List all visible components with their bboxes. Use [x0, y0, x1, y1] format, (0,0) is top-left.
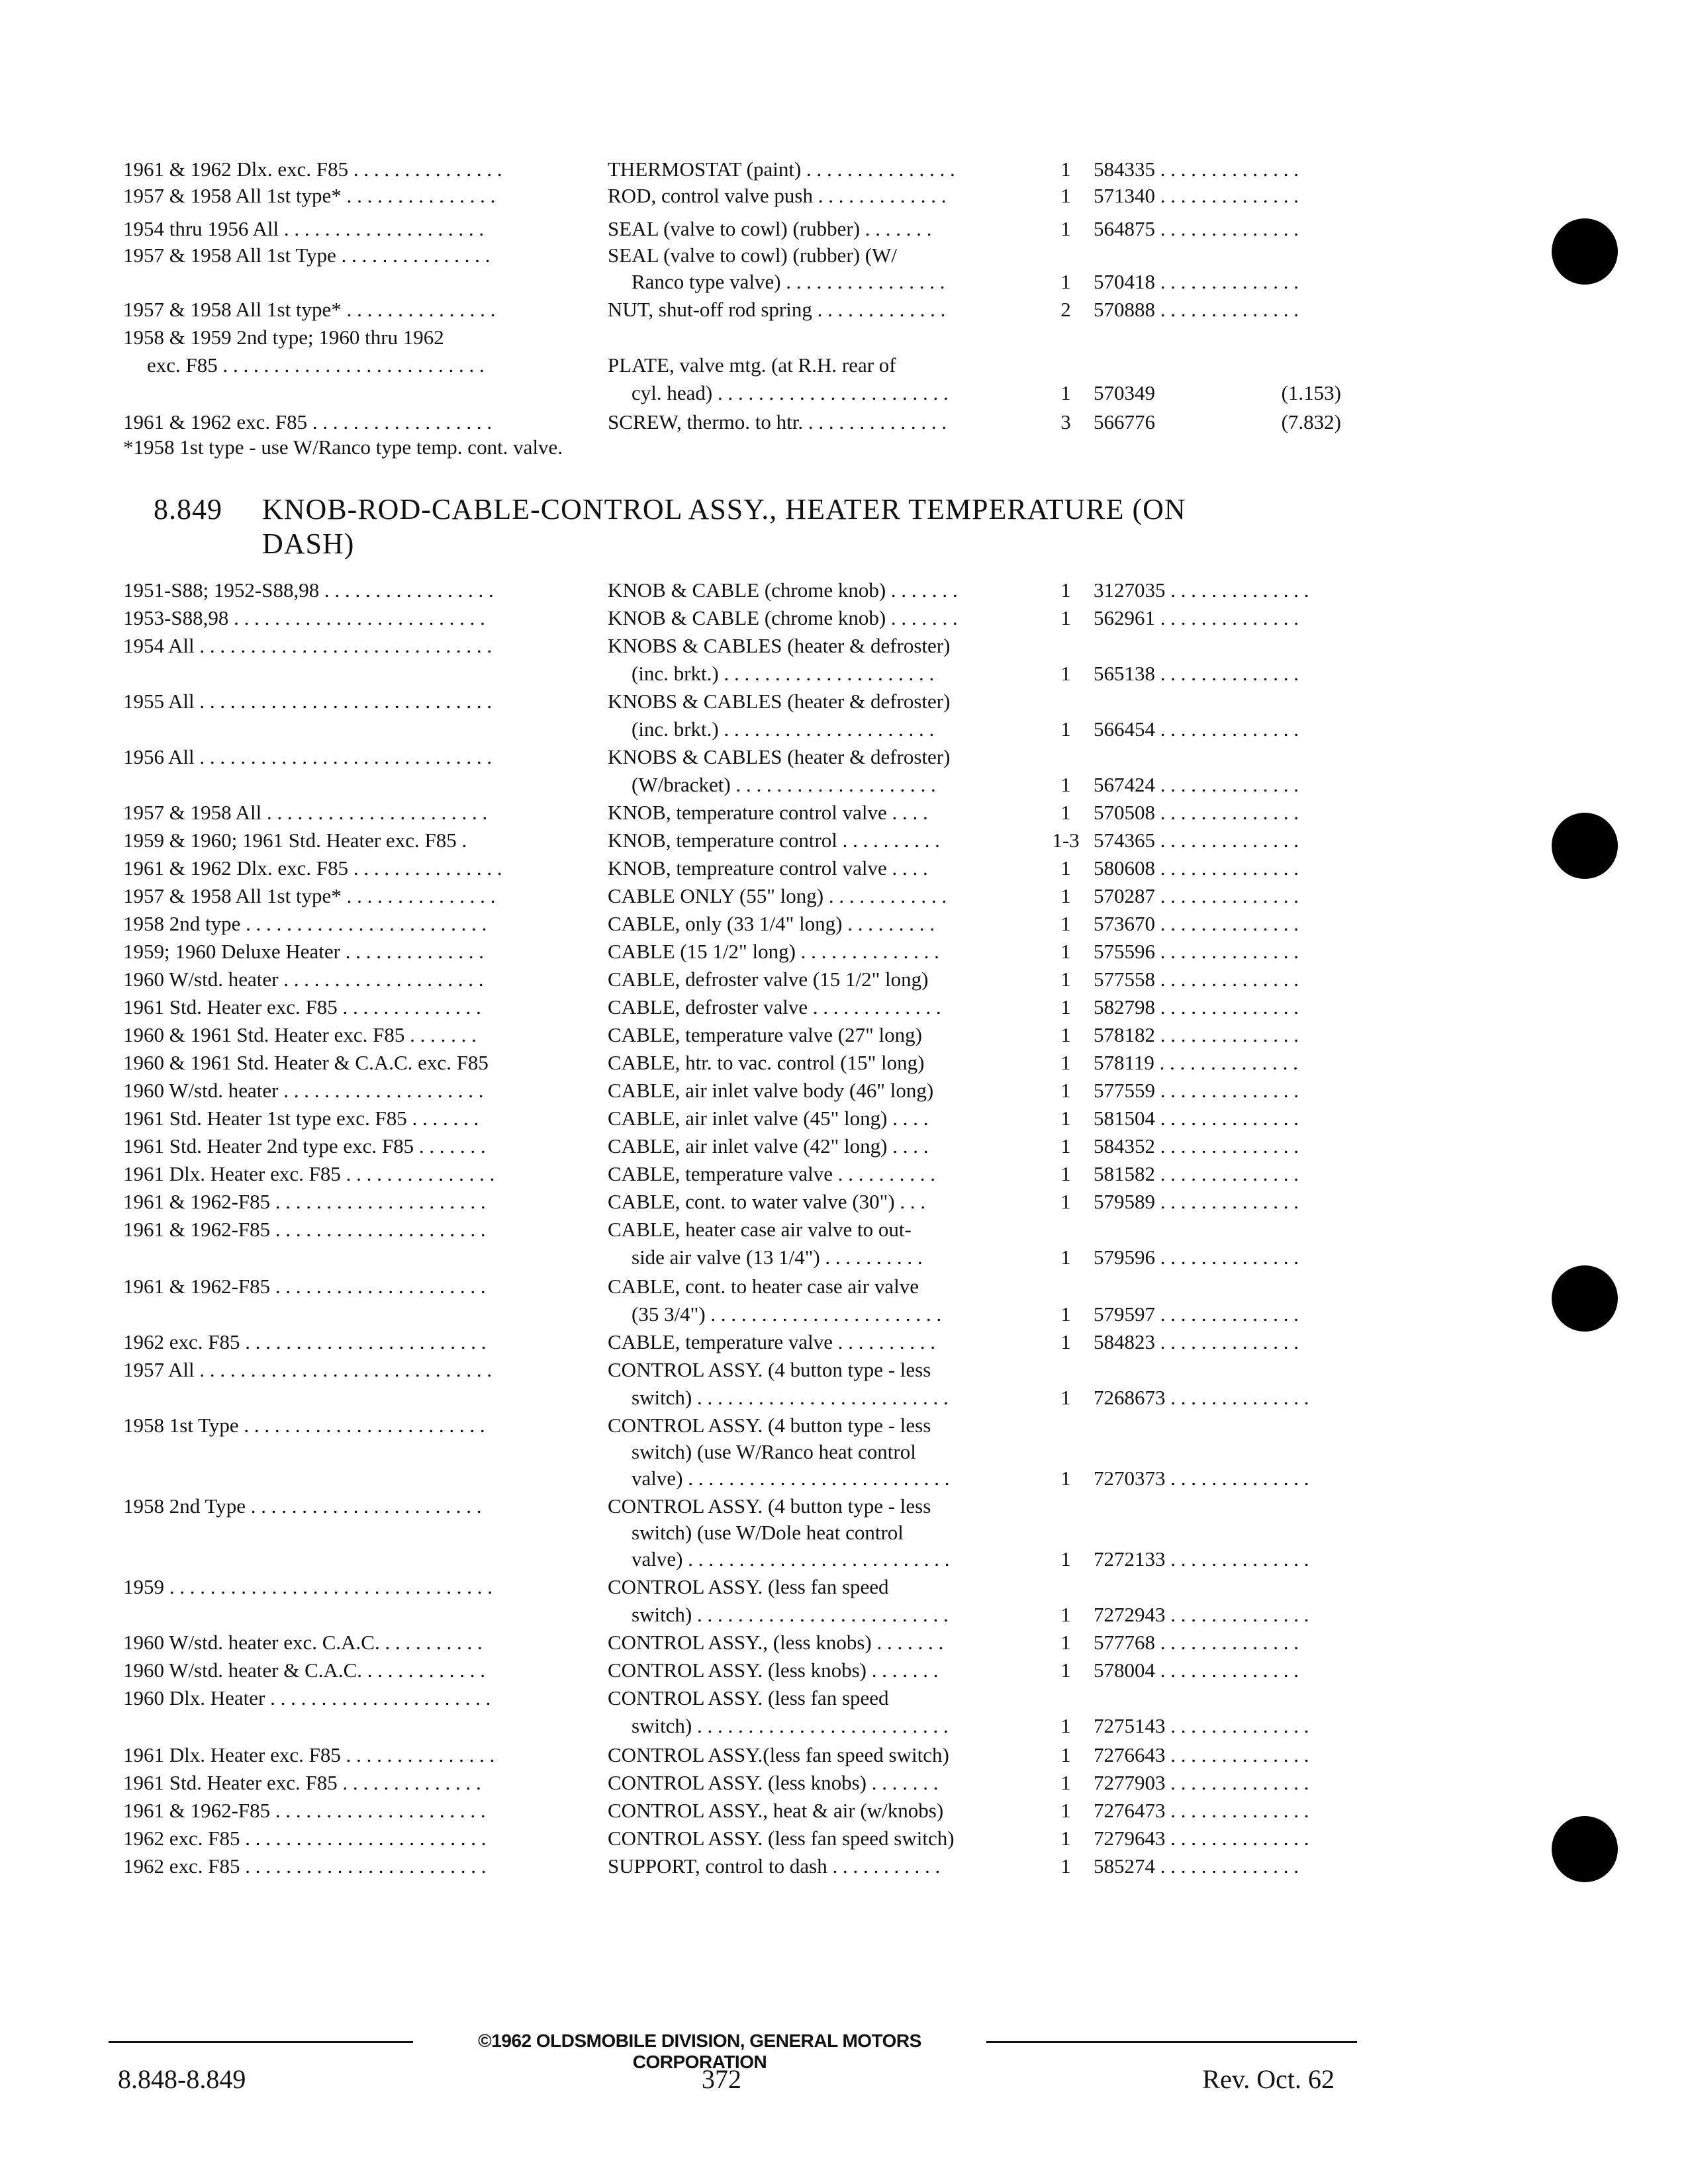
binder-hole-icon: [1552, 813, 1618, 879]
parts-catalog-page: 1961 & 1962 Dlx. exc. F85 . . . . . . . . . . . . . . . THERMOSTAT (paint) . . . . . . . . . . . . . . . 1 584335 . . . . . . . . . . . . . . 1957 & 1958 All 1st type* . . . . . . . . . . . . . . . ROD, control valve push . . . . . . . . . . . . . 1 571340 . . . . . . . . . . . . . . 1954 thru 1956 All . . . . . . . . . . . . . . . . . . . . SEAL (valve to cowl) (rubber) . . . . . . . 1 564875 . . . . . . . . . . . . . . 1957 & 1958 All 1st Type . . . . . . . . . . . . . . . SEAL (valve to cowl) (rubber) (W/ Ranco type valve) . . . . . . . . . . . . . . . . 1 570418 . . . . . . . . . . . . . . 1957 & 1958 All 1st type* . . . . . . . . . . . . . . . NUT, shut-off rod spring . . . . . . . . . . . . . 2 570888 . . . . . . . . . . . . . . 1958 & 1959 2nd type; 1960 thru 1962 exc. F85 . . . . . . . . . . . . . . . . . . . . . . . . . . PLATE, valve mtg. (at R.H. rear of cyl. head) . . . . . . . . . . . . . . . . . . . . . . . 1 570349 (1.153) 1961 & 1962 exc. F85 . . . . . . . . . . . . . . . . . . SCREW, thermo. to htr. . . . . . . . . . . . . . . 3 566776 (7.832) *1958 1st type - use W/Ranco type temp. cont. valve. 8.849 KNOB-ROD-CABLE-CONTROL ASSY., HEATER TEMPERATURE (ON DASH) 1951-S88; 1952-S88,98 . . . . . . . . . . . . . . . . . KNOB & CABLE (chrome knob) . . . . . . . 1 3127035 . . . . . . . . . . . . . . 1953-S88,98 . . . . . . . . . . . . . . . . . . . . . . . . . KNOB & CABLE (chrome knob) . . . . . . . 1 562961 . . . . . . . . . . . . . . 1954 All . . . . . . . . . . . . . . . . . . . . . . . . . . . . . KNOBS & CABLES (heater & defroster) (inc. brkt.) . . . . . . . . . . . . . . . . . . . . . 1 565138 . . . . . . . . . . . . . . 1955 All . . . . . . . . . . . . . . . . . . . . . . . . . . . . . KNOBS & CABLES (heater & defroster) (inc. brkt.) . . . . . . . . . . . . . . . . . . . . . 1 566454 . . . . . . . . . . . . . . 1956 All . . . . . . . . . . . . . . . . . . . . . . . . . . . . . KNOBS & CABLES (heater & defroster) (W/bracket) . . . . . . . . . . . . . . . . . . . . 1 567424 . . . . . . . . . . . . . . 1957 & 1958 All . . . . . . . . . . . . . . . . . . . . . . KNOB, temperature control valve . . . . 1 570508 . . . . . . . . . . . . . . 1959 & 1960; 1961 Std. Heater exc. F85 . KNOB, temperature control . . . . . . . . . . 1-3 574365 . . . . . . . . . . . . . . 1961 & 1962 Dlx. exc. F85 . . . . . . . . . . . . . . . KNOB, tempreature control valve . . . . 1 580608 . . . . . . . . . . . . . . 1957 & 1958 All 1st type* . . . . . . . . . . . . . . . CABLE ONLY (55" long) . . . . . . . . . . . . 1 570287 . . . . . . . . . . . . . . 1958 2nd type . . . . . . . . . . . . . . . . . . . . . . . . CABLE, only (33 1/4" long) . . . . . . . . . 1 573670 . . . . . . . . . . . . . . 1959; 1960 Deluxe Heater . . . . . . . . . . . . . . CABLE (15 1/2" long) . . . . . . . . . . . . . . 1 575596 . . . . . . . . . . . . . . 1960 W/std. heater . . . . . . . . . . . . . . . . . . . . CABLE, defroster valve (15 1/2" long) 1 577558 . . . . . . . . . . . . . . 1961 Std. Heater exc. F85 . . . . . . . . . . . . . . CABLE, defroster valve . . . . . . . . . . . . . 1 582798 . . . . . . . . . . . . . . 1960 & 1961 Std. Heater exc. F85 . . . . . . . CABLE, temperature valve (27" long) 1 578182 . . . . . . . . . . . . . . 1960 & 1961 Std. Heater & C.A.C. exc. F85 CABLE, htr. to vac. control (15" long) 1 578119 . . . . . . . . . . . . . . 1960 W/std. heater . . . . . . . . . . . . . . . . . . . . CABLE, air inlet valve body (46" long) 1 577559 . . . . . . . . . . . . . . 1961 Std. Heater 1st type exc. F85 . . . . . . . CABLE, air inlet valve (45" long) . . . . 1 581504 . . . . . . . . . . . . . . 1961 Std. Heater 2nd type exc. F85 . . . . . . . CABLE, air inlet valve (42" long) . . . . 1 584352 . . . . . . . . . . . . . . 1961 Dlx. Heater exc. F85 . . . . . . . . . . . . . . . CABLE, temperature valve . . . . . . . . . . 1 581582 . . . . . . . . . . . . . . 1961 & 1962-F85 . . . . . . . . . . . . . . . . . . . . . CABLE, cont. to water valve (30") . . . 1 579589 . . . . . . . . . . . . . . 1961 & 1962-F85 . . . . . . . . . . . . . . . . . . . . . CABLE, heater case air valve to out- side air valve (13 1/4") . . . . . . . . . . 1 579596 . . . . . . . . . . . . . . 1961 & 1962-F85 . . . . . . . . . . . . . . . . . . . . . CABLE, cont. to heater case air valve (35 3/4") . . . . . . . . . . . . . . . . . . . . . . . 1 579597 . . . . . . . . . . . . . . 1962 exc. F85 . . . . . . . . . . . . . . . . . . . . . . . . CABLE, temperature valve . . . . . . . . . . 1 584823 . . . . . . . . . . . . . . 1957 All . . . . . . . . . . . . . . . . . . . . . . . . . . . . . CONTROL ASSY. (4 button type - less switch) . . . . . . . . . . . . . . . . . . . . . . . . . 1 7268673 . . . . . . . . . . . . . . 1958 1st Type . . . . . . . . . . . . . . . . . . . . . . . . CONTROL ASSY. (4 button type - less switch) (use W/Ranco heat control valve) . . . . . . . . . . . . . . . . . . . . . . . . . . 1 7270373 . . . . . . . . . . . . . . 1958 2nd Type . . . . . . . . . . . . . . . . . . . . . . . CONTROL ASSY. (4 button type - less switch) (use W/Dole heat control valve) . . . . . . . . . . . . . . . . . . . . . . . . . . 1 7272133 . . . . . . . . . . . . . . 1959 . . . . . . . . . . . . . . . . . . . . . . . . . . . . . . . . CONTROL ASSY. (less fan speed switch) . . . . . . . . . . . . . . . . . . . . . . . . . 1 7272943 . . . . . . . . . . . . . . 1960 W/std. heater exc. C.A.C. . . . . . . . . . . CONTROL ASSY., (less knobs) . . . . . . . 1 577768 . . . . . . . . . . . . . . 1960 W/std. heater & C.A.C. . . . . . . . . . . . . CONTROL ASSY. (less knobs) . . . . . . . 1 578004 . . . . . . . . . . . . . . 1960 Dlx. Heater . . . . . . . . . . . . . . . . . . . . . . CONTROL ASSY. (less fan speed switch) . . . . . . . . . . . . . . . . . . . . . . . . . 1 7275143 . . . . . . . . . . . . . . 1961 Dlx. Heater exc. F85 . . . . . . . . . . . . . . . CONTROL ASSY.(less fan speed switch) 1 7276643 . . . . . . . . . . . . . . 1961 Std. Heater exc. F85 . . . . . . . . . . . . . . CONTROL ASSY. (less knobs) . . . . . . . 1 7277903 . . . . . . . . . . . . . . 1961 & 1962-F85 . . . . . . . . . . . . . . . . . . . . . CONTROL ASSY., heat & air (w/knobs) 1 7276473 . . . . . . . . . . . . . . 1962 exc. F85 . . . . . . . . . . . . . . . . . . . . . . . . CONTROL ASSY. (less fan speed switch) 1 7279643 . . . . . . . . . . . . . . 1962 exc. F85 . . . . . . . . . . . . . . . . . . . . . . . . SUPPORT, control to dash . . . . . . . . . . . 1 585274 . . . . . . . . . . . . . . ©1962 OLDSMOBILE DIVISION, GENERAL MOTORS CORPORATION 8.848-8.849 372 Rev. Oct. 62: [0, 0, 1688, 2184]
section-title-continued: DASH): [262, 527, 355, 560]
binder-hole-icon: [1552, 1816, 1618, 1882]
section-title: KNOB-ROD-CABLE-CONTROL ASSY., HEATER TEMPERATURE (ON: [262, 493, 1186, 525]
binder-hole-icon: [1552, 218, 1618, 285]
footer-rule: [986, 2041, 1357, 2043]
footnote: *1958 1st type - use W/Ranco type temp. cont. valve.: [123, 435, 563, 459]
revision-date: Rev. Oct. 62: [1202, 2064, 1335, 2094]
section-number: 8.849: [154, 493, 222, 525]
section-range: 8.848-8.849: [118, 2064, 246, 2094]
footer-rule: [109, 2041, 413, 2043]
page-number: 372: [702, 2064, 741, 2094]
section-heading: [154, 492, 1186, 560]
binder-hole-icon: [1552, 1265, 1618, 1332]
copyright-notice: ©1962 OLDSMOBILE DIVISION, GENERAL MOTORS CORPORATION: [478, 2030, 921, 2072]
